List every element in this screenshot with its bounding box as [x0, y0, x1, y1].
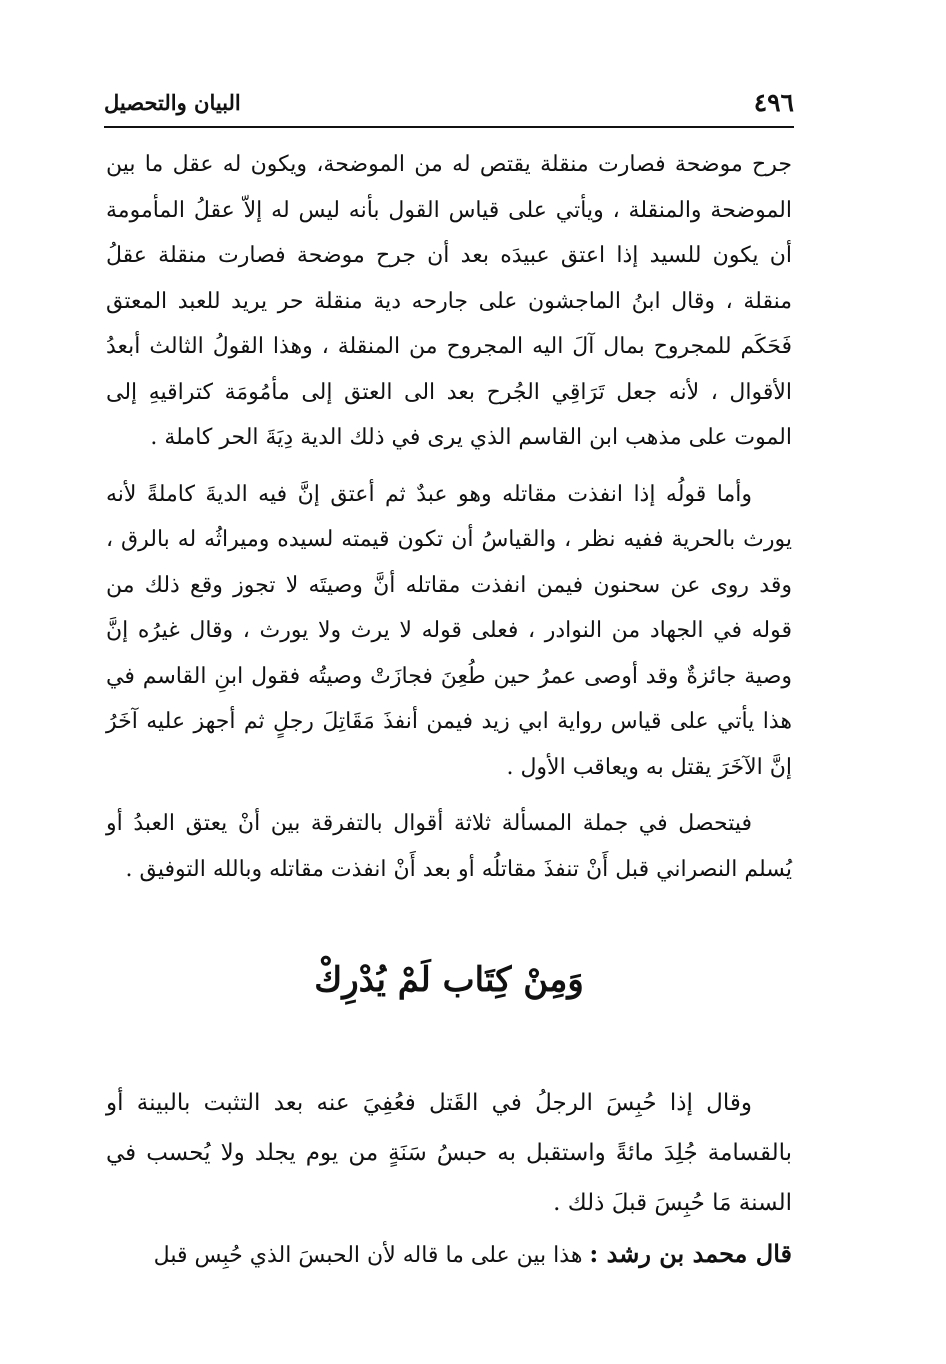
commentary-lead: قال محمد بن رشد : — [589, 1239, 792, 1268]
running-title: البيان والتحصيل — [104, 90, 241, 115]
header-rule — [104, 126, 794, 128]
commentary-line — [106, 1232, 792, 1278]
paragraph-3: فيتحصل في جملة المسألة ثلاثة أقوال بالتفرقة بين أنْ يعتق العبدُ أو يُسلم النصراني قبل أَنْ تنفذَ مقاتلُه أو بعد أَنْ انفذت مقاتله وبالله التوفيق . — [106, 811, 792, 882]
commentary-text: هذا بين على ما قاله لأن الحبسَ الذي حُبِس قبل — [153, 1243, 590, 1268]
paragraph-4: وقال إذا حُبِسَ الرجلُ في القَتل فعُفِيَ عنه بعد التثبت بالبينة أو بالقسامة جُلِدَ مائةً واستقبل به حبسُ سَنَةٍ من يوم يجلد ولا يُحسب في السنة مَا حُبِسَ قبلَ ذلك . — [106, 1090, 792, 1216]
main-text — [106, 142, 792, 892]
page-number: ٤٩٦ — [753, 88, 794, 117]
page-header — [104, 82, 794, 122]
paragraph-1: جرح موضحة فصارت منقلة يقتص له من الموضحة، ويكون له عقل ما بين الموضحة والمنقلة ، ويأتي على قياس القول بأنه ليس له إلاّ عقلُ المأمومة أن يكون للسيد إذا اعتق عبيدَه بعد أن جرح موضحة فصارت منقلة عقلُ منقلة ، وقال ابنُ الماجشون على جارحه دية منقلة حر يريد للعبد المعتق فَحَكَم للمجروح بمال آلَ اليه المجروح من المنقلة ، وهذا القولُ الثالث أبعدُ الأقوال ، لأنه جعل تَرَاقِي الجُرح بعد الى العتق إلى مأمُومَة كتراقيهِ إلى الموت على مذهب ابن القاسم الذي يرى في ذلك الدية دِيَةَ الحر كاملة . — [106, 152, 792, 450]
section-heading: وَمِنْ كِتَاب لَمْ يُدْرِكْ — [314, 960, 584, 1000]
paragraph-2: وأما قولُه إذا انفذت مقاتله وهو عبدٌ ثم أعتق إنَّ فيه الديةَ كاملةً لأنه يورث بالحرية ففيه نظر ، والقياسُ أن تكون قيمته لسيده وميراثُه له بالرق ، وقد روى عن سحنون فيمن انفذت مقاتله أنَّ وصيتَه لا تجوز وقع ذلك من قوله في الجهاد من النوادر ، فعلى قوله لا يرث ولا يورث ، وقال غيرُه إنَّ وصية جائزةٌ وقد أوصى عمرُ حين طُعِنَ فجازَتْ وصيتُه فقول ابنِ القاسم في هذا يأتي على قياس رواية ابي زيد فيمن أنفذَ مَقَاتِلَ رجلٍ ثم أجهز عليه آخَرُ إنَّ الآخَرَ يقتل به ويعاقب الأول . — [106, 481, 793, 780]
section-text — [106, 1078, 792, 1228]
